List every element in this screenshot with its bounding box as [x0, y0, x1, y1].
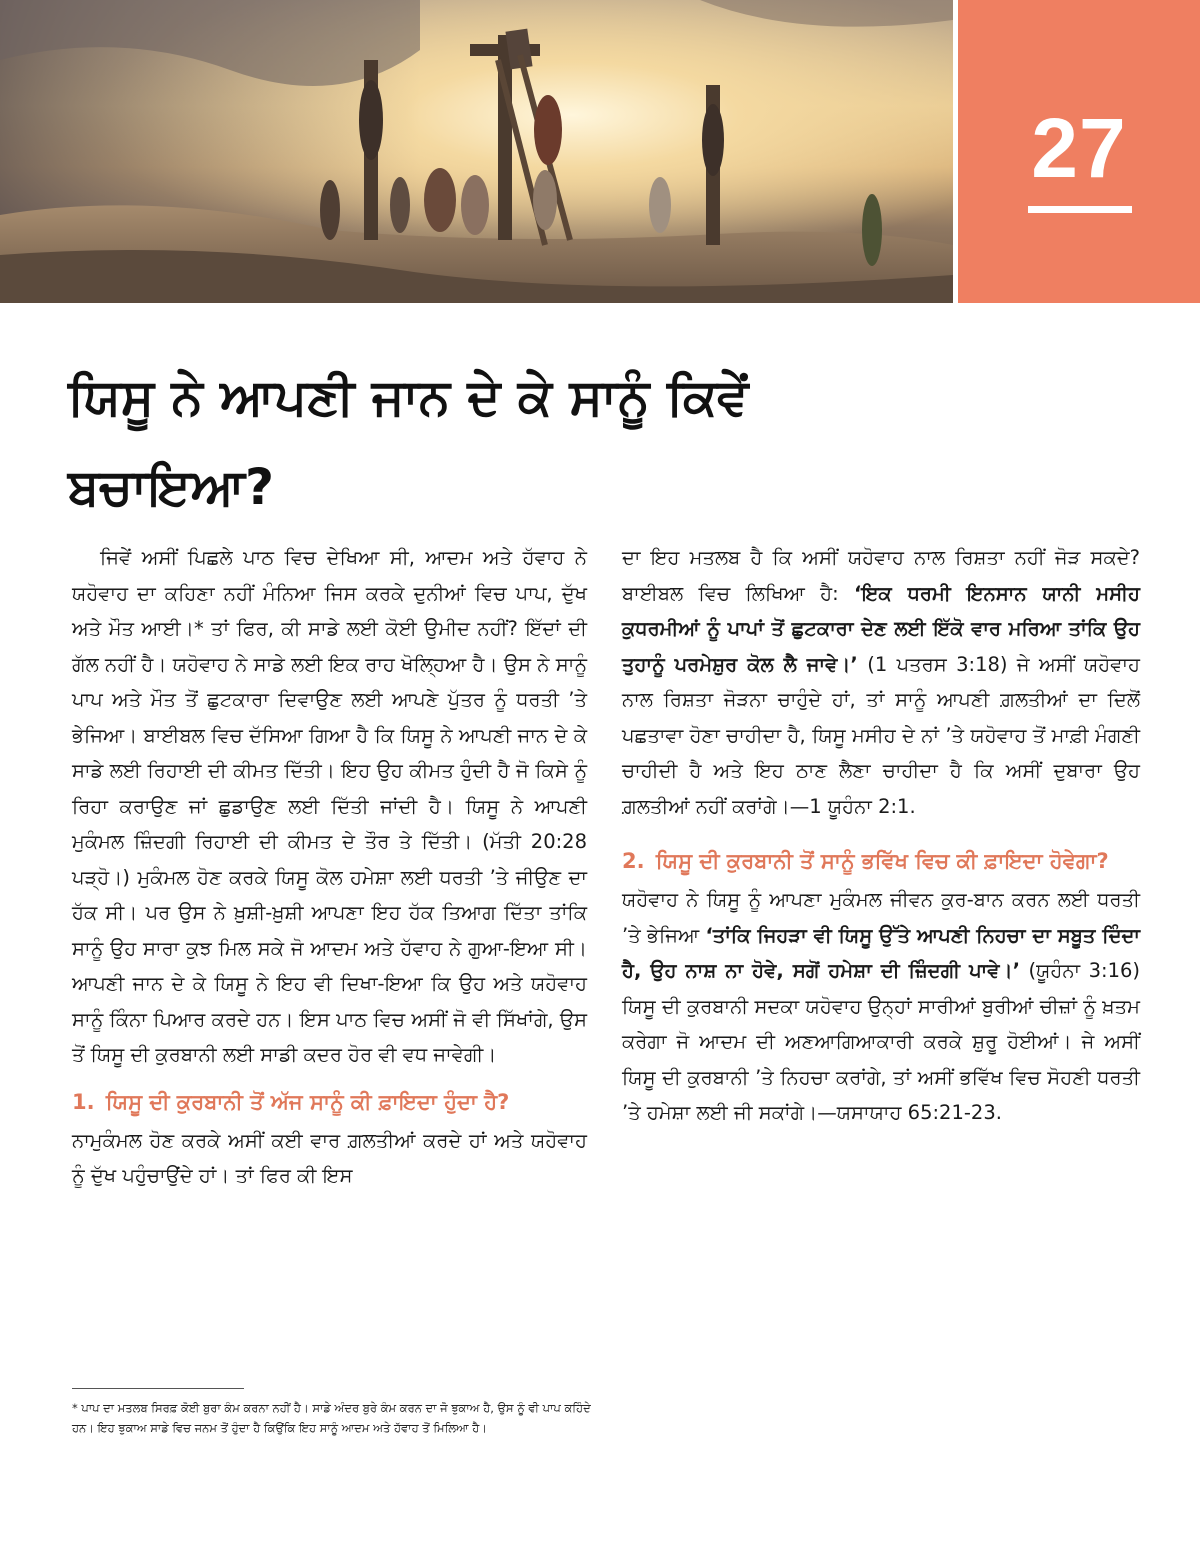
section-1-text-start: ਨਾਮੁਕੰਮਲ ਹੋਣ ਕਰਕੇ ਅਸੀਂ ਕਈ ਵਾਰ ਗ਼ਲਤੀਆਂ ਕਰਦੇ ਹਾਂ ਅਤੇ ਯਹੋਵਾਹ ਨੂੰ ਦੁੱਖ ਪਹੁੰਚਾਉਂਦੇ ਹਾਂ। ਤਾਂ ਫਿਰ ਕੀ ਇਸ — [72, 1128, 587, 1187]
question-1-text: ਯਿਸੂ ਦੀ ਕੁਰਬਾਨੀ ਤੋਂ ਅੱਜ ਸਾਨੂੰ ਕੀ ਫ਼ਾਇਦਾ ਹੁੰਦਾ ਹੈ? — [105, 1089, 510, 1114]
left-column — [72, 540, 587, 1194]
section-1-text-continued: ਦਾ ਇਹ ਮਤਲਬ ਹੈ ਕਿ ਅਸੀਂ ਯਹੋਵਾਹ ਨਾਲ ਰਿਸ਼ਤਾ ਨਹੀਂ ਜੋੜ ਸਕਦੇ? ਬਾਈਬਲ ਵਿਚ ਲਿਖਿਆ ਹੈ: — [622, 546, 1140, 605]
lesson-number-box — [958, 0, 1200, 303]
question-1 — [72, 1087, 587, 1117]
section-1-quote: ‘ਇਕ ਧਰਮੀ ਇਨਸਾਨ ਯਾਨੀ ਮਸੀਹ ਕੁਧਰਮੀਆਂ ਨੂੰ ਪਾਪਾਂ ਤੋਂ ਛੁਟਕਾਰਾ ਦੇਣ ਲਈ ਇੱਕੋ ਵਾਰ ਮਰਿਆ ਤਾਂਕਿ ਉਹ ਤੁਹਾਨੂੰ ਪਰਮੇਸ਼ੁਰ ਕੋਲ ਲੈ ਜਾਵੇ।’ — [622, 581, 1140, 676]
lesson-number: 27 — [1031, 101, 1127, 195]
right-column — [622, 540, 1140, 1131]
section-1-text-after: (1 ਪਤਰਸ 3:18) ਜੇ ਅਸੀਂ ਯਹੋਵਾਹ ਨਾਲ ਰਿਸ਼ਤਾ ਜੋੜਨਾ ਚਾਹੁੰਦੇ ਹਾਂ, ਤਾਂ ਸਾਨੂੰ ਆਪਣੀ ਗ਼ਲਤੀਆਂ ਦਾ ਦਿਲੋਂ ਪਛਤਾਵਾ ਹੋਣਾ ਚਾਹੀਦਾ ਹੈ, ਯਿਸੂ ਮਸੀਹ ਦੇ ਨਾਂ ’ਤੇ ਯਹੋਵਾਹ ਤੋਂ ਮਾਫ਼ੀ ਮੰਗਣੀ ਚਾਹੀਦੀ ਹੈ ਅਤੇ ਇਹ ਠਾਣ ਲੈਣਾ ਚਾਹੀਦਾ ਹੈ ਕਿ ਅਸੀਂ ਦੁਬਾਰਾ ਉਹ ਗ਼ਲਤੀਆਂ ਨਹੀਂ ਕਰਾਂਗੇ।—1 ਯੂਹੰਨਾ 2:1. — [622, 652, 1140, 818]
section-2-quote: ‘ਤਾਂਕਿ ਜਿਹੜਾ ਵੀ ਯਿਸੂ ਉੱਤੇ ਆਪਣੀ ਨਿਹਚਾ ਦਾ ਸਬੂਤ ਦਿੰਦਾ ਹੈ, ਉਹ ਨਾਸ਼ ਨਾ ਹੋਵੇ, ਸਗੋਂ ਹਮੇਸ਼ਾ ਦੀ ਜ਼ਿੰਦਗੀ ਪਾਵੇ।’ — [622, 923, 1140, 982]
footnote-divider — [72, 1388, 244, 1389]
question-1-number: 1. — [72, 1089, 95, 1114]
hero-illustration — [0, 0, 953, 303]
lesson-number-underline — [1028, 206, 1132, 213]
crucifixion-scene-picture — [0, 0, 953, 303]
lesson-title: ਯਿਸੂ ਨੇ ਆਪਣੀ ਜਾਨ ਦੇ ਕੇ ਸਾਨੂੰ ਕਿਵੇਂ ਬਚਾਇਆ? — [68, 368, 749, 516]
section-2-text-start: ਯਹੋਵਾਹ ਨੇ ਯਿਸੂ ਨੂੰ ਆਪਣਾ ਮੁਕੰਮਲ ਜੀਵਨ ਕੁਰ-ਬਾਨ ਕਰਨ ਲਈ ਧਰਤੀ ’ਤੇ ਭੇਜਿਆ — [622, 888, 1140, 947]
question-2 — [622, 846, 1140, 876]
question-2-text: ਯਿਸੂ ਦੀ ਕੁਰਬਾਨੀ ਤੋਂ ਸਾਨੂੰ ਭਵਿੱਖ ਵਿਚ ਕੀ ਫ਼ਾਇਦਾ ਹੋਵੇਗਾ? — [655, 849, 1109, 873]
section-2-body — [622, 882, 1140, 1131]
intro-paragraph: ਜਿਵੇਂ ਅਸੀਂ ਪਿਛਲੇ ਪਾਠ ਵਿਚ ਦੇਖਿਆ ਸੀ, ਆਦਮ ਅਤੇ ਹੱਵਾਹ ਨੇ ਯਹੋਵਾਹ ਦਾ ਕਹਿਣਾ ਨਹੀਂ ਮੰਨਿਆ ਜਿਸ ਕਰਕੇ ਦੁਨੀਆਂ ਵਿਚ ਪਾਪ, ਦੁੱਖ ਅਤੇ ਮੌਤ ਆਈ।* ਤਾਂ ਫਿਰ, ਕੀ ਸਾਡੇ ਲਈ ਕੋਈ ਉਮੀਦ ਨਹੀਂ? ਇੱਦਾਂ ਦੀ ਗੱਲ ਨਹੀਂ ਹੈ। ਯਹੋਵਾਹ ਨੇ ਸਾਡੇ ਲਈ ਇਕ ਰਾਹ ਖੋਲ੍ਹਿਆ ਹੈ। ਉਸ ਨੇ ਸਾਨੂੰ ਪਾਪ ਅਤੇ ਮੌਤ ਤੋਂ ਛੁਟਕਾਰਾ ਦਿਵਾਉਣ ਲਈ ਆਪਣੇ ਪੁੱਤਰ ਨੂੰ ਧਰਤੀ ’ਤੇ ਭੇਜਿਆ। ਬਾਈਬਲ ਵਿਚ ਦੱਸਿਆ ਗਿਆ ਹੈ ਕਿ ਯਿਸੂ ਨੇ ਆਪਣੀ ਜਾਨ ਦੇ ਕੇ ਸਾਡੇ ਲਈ ਰਿਹਾਈ ਦੀ ਕੀਮਤ ਦਿੱਤੀ। ਇਹ ਉਹ ਕੀਮਤ ਹੁੰਦੀ ਹੈ ਜੋ ਕਿਸੇ ਨੂੰ ਰਿਹਾ ਕਰਾਉਣ ਜਾਂ ਛੁਡਾਉਣ ਲਈ ਦਿੱਤੀ ਜਾਂਦੀ ਹੈ। ਯਿਸੂ ਨੇ ਆਪਣੀ ਮੁਕੰਮਲ ਜ਼ਿੰਦਗੀ ਰਿਹਾਈ ਦੀ ਕੀਮਤ ਦੇ ਤੌਰ ਤੇ ਦਿੱਤੀ। (ਮੱਤੀ 20:28 ਪੜ੍ਹੋ।) ਮੁਕੰਮਲ ਹੋਣ ਕਰਕੇ ਯਿਸੂ ਕੋਲ ਹਮੇਸ਼ਾ ਲਈ ਧਰਤੀ ’ਤੇ ਜੀਉਣ ਦਾ ਹੱਕ ਸੀ। ਪਰ ਉਸ ਨੇ ਖ਼ੁਸ਼ੀ-ਖ਼ੁਸ਼ੀ ਆਪਣਾ ਇਹ ਹੱਕ ਤਿਆਗ ਦਿੱਤਾ ਤਾਂਕਿ ਸਾਨੂੰ ਉਹ ਸਾਰਾ ਕੁਝ ਮਿਲ ਸਕੇ ਜੋ ਆਦਮ ਅਤੇ ਹੱਵਾਹ ਨੇ ਗੁਆ-ਇਆ ਸੀ। ਆਪਣੀ ਜਾਨ ਦੇ ਕੇ ਯਿਸੂ ਨੇ ਇਹ ਵੀ ਦਿਖਾ-ਇਆ ਕਿ ਉਹ ਅਤੇ ਯਹੋਵਾਹ ਸਾਨੂੰ ਕਿੰਨਾ ਪਿਆਰ ਕਰਦੇ ਹਨ। ਇਸ ਪਾਠ ਵਿਚ ਅਸੀਂ ਜੋ ਵੀ ਸਿੱਖਾਂਗੇ, ਉਸ ਤੋਂ ਯਿਸੂ ਦੀ ਕੁਰਬਾਨੀ ਲਈ ਸਾਡੀ ਕਦਰ ਹੋਰ ਵੀ ਵਧ ਜਾਵੇਗੀ। — [72, 546, 587, 1066]
section-1-body — [622, 540, 1140, 824]
footnote: * ਪਾਪ ਦਾ ਮਤਲਬ ਸਿਰਫ਼ ਕੋਈ ਬੁਰਾ ਕੰਮ ਕਰਨਾ ਨਹੀਂ ਹੈ। ਸਾਡੇ ਅੰਦਰ ਬੁਰੇ ਕੰਮ ਕਰਨ ਦਾ ਜੋ ਝੁਕਾਅ ਹੈ, ਉਸ ਨੂੰ ਵੀ ਪਾਪ ਕਹਿੰਦੇ ਹਨ। ਇਹ ਝੁਕਾਅ ਸਾਡੇ ਵਿਚ ਜਨਮ ਤੋਂ ਹੁੰਦਾ ਹੈ ਕਿਉਂਕਿ ਇਹ ਸਾਨੂੰ ਆਦਮ ਅਤੇ ਹੱਵਾਹ ਤੋਂ ਮਿਲਿਆ ਹੈ। — [72, 1401, 591, 1435]
question-2-number: 2. — [622, 849, 645, 873]
section-2-text-after: (ਯੂਹੰਨਾ 3:16) ਯਿਸੂ ਦੀ ਕੁਰਬਾਨੀ ਸਦਕਾ ਯਹੋਵਾਹ ਉਨ੍ਹਾਂ ਸਾਰੀਆਂ ਬੁਰੀਆਂ ਚੀਜ਼ਾਂ ਨੂੰ ਖ਼ਤਮ ਕਰੇਗਾ ਜੋ ਆਦਮ ਦੀ ਅਣਆਗਿਆਕਾਰੀ ਕਰਕੇ ਸ਼ੁਰੂ ਹੋਈਆਂ। ਜੇ ਅਸੀਂ ਯਿਸੂ ਦੀ ਕੁਰਬਾਨੀ ’ਤੇ ਨਿਹਚਾ ਕਰਾਂਗੇ, ਤਾਂ ਅਸੀਂ ਭਵਿੱਖ ਵਿਚ ਸੋਹਣੀ ਧਰਤੀ ’ਤੇ ਹਮੇਸ਼ਾ ਲਈ ਜੀ ਸਕਾਂਗੇ।—ਯਸਾਯਾਹ 65:21-23. — [622, 959, 1140, 1124]
